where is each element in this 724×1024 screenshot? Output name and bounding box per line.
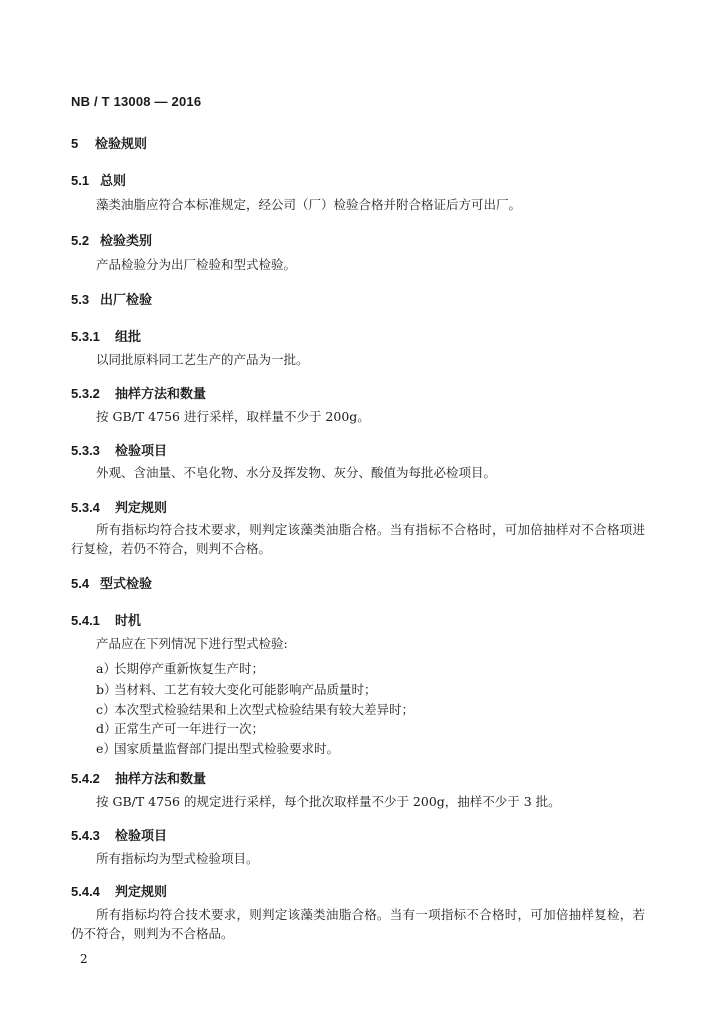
section-5-4-heading (71, 573, 152, 592)
paragraph-5-3-1: 以同批原料同工艺生产的产品为一批。 (96, 352, 309, 367)
section-number: 5 (71, 136, 79, 151)
paragraph-5-4-2: 按 GB/T 4756 的规定进行采样，每个批次取样量不少于 200g，抽样不少于 3 批。 (96, 794, 561, 809)
section-title: 时机 (115, 614, 142, 629)
paragraph-5-1: 藻类油脂应符合本标准规定，经公司（厂）检验合格并附合格证后方可出厂。 (96, 197, 522, 212)
page-number: 2 (80, 952, 88, 966)
list-item (96, 739, 339, 757)
section-number: 5.3 (71, 292, 90, 307)
list-marker: a） (96, 661, 116, 676)
section-5-4-3-heading (71, 825, 167, 844)
section-5-3-3-heading (71, 440, 167, 459)
section-number: 5.3.3 (71, 443, 100, 458)
section-5-4-4-heading (71, 881, 167, 900)
section-5-3-heading (71, 289, 152, 308)
section-title: 组批 (115, 330, 142, 345)
section-number: 5.4.4 (71, 884, 100, 899)
section-number: 5.1 (71, 173, 90, 188)
section-5-4-1-heading (71, 610, 141, 629)
section-title: 总则 (100, 174, 127, 189)
paragraph-5-3-2: 按 GB/T 4756 进行采样，取样量不少于 200g。 (96, 409, 370, 424)
section-number: 5.2 (71, 233, 90, 248)
list-marker: e） (96, 741, 116, 756)
section-number: 5.3.2 (71, 386, 100, 401)
list-item (96, 700, 414, 718)
section-title: 抽样方法和数量 (115, 772, 207, 787)
section-number: 5.4.2 (71, 771, 100, 786)
list-item (96, 659, 264, 677)
section-number: 5.4 (71, 576, 90, 591)
section-number: 5.3.4 (71, 500, 100, 515)
paragraph-5-3-3: 外观、含油量、不皂化物、水分及挥发物、灰分、酸值为每批必检项目。 (96, 465, 497, 480)
section-5-1-heading (71, 170, 126, 189)
section-5-2-heading (71, 230, 152, 249)
list-text: 当材料、工艺有较大变化可能影响产品质量时； (114, 682, 377, 697)
standard-header: NB / T 13008 — 2016 (71, 94, 202, 109)
section-title: 检验规则 (95, 137, 148, 152)
list-item (96, 680, 377, 698)
list-text: 正常生产可一年进行一次； (114, 721, 265, 736)
list-text: 国家质量监督部门提出型式检验要求时。 (114, 741, 340, 756)
section-title: 型式检验 (100, 577, 153, 592)
section-title: 判定规则 (115, 885, 168, 900)
list-text: 本次型式检验结果和上次型式检验结果有较大差异时； (114, 702, 415, 717)
list-marker: d） (96, 721, 117, 736)
section-title: 检验类别 (100, 234, 153, 249)
section-title: 检验项目 (115, 444, 168, 459)
paragraph-5-4-4: 所有指标均符合技术要求，则判定该藻类油脂合格。当有一项指标不合格时，可加倍抽样复检，若仍不符合，则判为不合格品。 (71, 907, 645, 941)
list-marker: b） (96, 682, 117, 697)
paragraph-5-4-1: 产品应在下列情况下进行型式检验: (96, 636, 288, 651)
section-5-3-2-heading (71, 383, 206, 402)
paragraph-5-4-3: 所有指标均为型式检验项目。 (96, 851, 259, 866)
section-title: 抽样方法和数量 (115, 387, 207, 402)
section-5-3-1-heading (71, 326, 141, 345)
paragraph-5-3-4: 所有指标均符合技术要求，则判定该藻类油脂合格。当有指标不合格时，可加倍抽样对不合格项进行复检，若仍不符合，则判不合格。 (71, 522, 645, 556)
section-title: 出厂检验 (100, 293, 153, 308)
list-text: 长期停产重新恢复生产时； (114, 661, 265, 676)
list-marker: c） (96, 702, 116, 717)
list-item (96, 719, 264, 737)
section-5-4-2-heading (71, 768, 206, 787)
paragraph-5-2: 产品检验分为出厂检验和型式检验。 (96, 257, 297, 272)
section-title: 判定规则 (115, 501, 168, 516)
section-number: 5.4.1 (71, 613, 100, 628)
section-5-heading (71, 133, 147, 152)
section-number: 5.4.3 (71, 828, 100, 843)
section-title: 检验项目 (115, 829, 168, 844)
section-5-3-4-heading (71, 497, 167, 516)
section-number: 5.3.1 (71, 329, 100, 344)
